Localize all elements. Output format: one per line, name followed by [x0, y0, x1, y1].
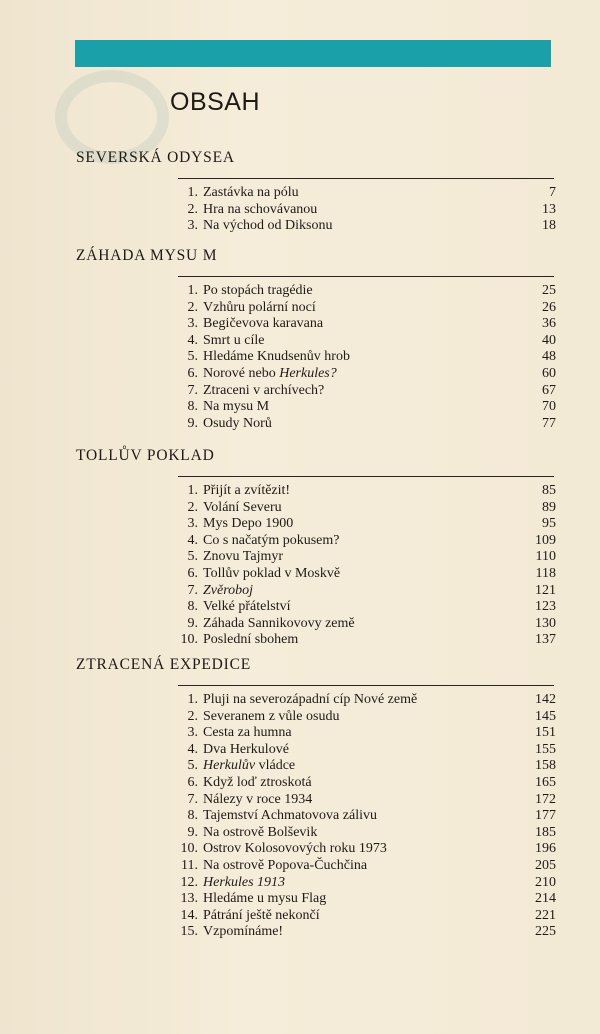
entry-number: 14. — [180, 907, 198, 923]
toc-entry — [76, 218, 556, 235]
entry-page-number: 77 — [542, 415, 556, 431]
entry-title-text: Pátrání ještě nekončí — [203, 907, 320, 923]
entry-page-number: 48 — [542, 349, 556, 365]
entry-number: 2. — [187, 299, 198, 315]
entry-title-text: Hra na schovávanou — [203, 201, 318, 217]
section-rule — [178, 276, 554, 277]
entry-title — [203, 416, 510, 433]
entry-title — [203, 349, 510, 366]
entry-number: 9. — [187, 415, 198, 431]
toc-section — [76, 655, 556, 941]
entry-title — [203, 202, 510, 219]
toc-entry — [76, 566, 556, 583]
entry-title-text: Dva Herkulové — [203, 741, 289, 757]
entry-number: 5. — [187, 349, 198, 365]
entry-title-text: Norové nebo — [203, 365, 280, 381]
entry-page-number: 210 — [535, 874, 556, 890]
entry-title-text: Záhada Sannikovovy země — [203, 615, 355, 631]
entry-page-number: 40 — [542, 332, 556, 348]
section-title: TOLLŮV POKLAD — [76, 447, 215, 464]
entry-number: 11. — [181, 857, 198, 873]
entry-title — [203, 383, 510, 400]
entry-title — [203, 908, 510, 925]
entry-page-number: 25 — [542, 283, 556, 298]
entry-title — [203, 599, 510, 616]
entry-number: 7. — [187, 791, 198, 807]
entry-title — [203, 858, 510, 875]
entry-title-text: Cesta za humna — [203, 725, 292, 741]
entry-page-number: 18 — [542, 218, 556, 234]
entry-page-number: 89 — [542, 499, 556, 515]
entry-title-text: Na ostrově Bolševik — [203, 824, 318, 840]
toc-entry — [76, 383, 556, 400]
entry-number: 7. — [187, 382, 198, 398]
toc-entry — [76, 185, 556, 202]
entry-title-text: Velké přátelství — [203, 599, 291, 615]
entry-page-number: 214 — [535, 891, 556, 907]
toc-entry — [76, 366, 556, 383]
entry-number: 5. — [187, 549, 198, 565]
entry-title — [203, 775, 510, 792]
toc-entry — [76, 808, 556, 825]
entry-title-text: Poslední sbohem — [203, 632, 299, 648]
entry-title-text: Mys Depo 1900 — [203, 516, 294, 532]
entry-title — [203, 549, 510, 566]
toc-entry — [76, 891, 556, 908]
entry-number: 8. — [187, 599, 198, 615]
entry-title — [203, 725, 510, 742]
entry-number: 2. — [187, 708, 198, 724]
entry-title — [203, 709, 510, 726]
entry-title-text: Vzpomínáme! — [203, 924, 284, 940]
entry-page-number: 142 — [535, 692, 556, 707]
entry-number: 10. — [180, 632, 198, 648]
section-rule — [178, 178, 554, 179]
entry-number: 7. — [187, 582, 198, 598]
entry-title-text: Volání Severu — [203, 499, 282, 515]
entry-number: 4. — [187, 741, 198, 757]
toc-entry — [76, 483, 556, 500]
toc-entry — [76, 924, 556, 941]
entry-page-number: 36 — [542, 316, 556, 332]
entry-title-text: Na ostrově Popova-Čuchčina — [203, 857, 368, 873]
toc-entry — [76, 516, 556, 533]
entry-title-text: Pluji na severozápadní cíp Nové země — [203, 692, 418, 707]
toc-entry — [76, 908, 556, 925]
toc-entry — [76, 202, 556, 219]
entry-title-italic: Herkules 1913 — [203, 874, 286, 890]
entry-number: 2. — [187, 201, 198, 217]
entry-page-number: 151 — [535, 725, 556, 741]
entry-number: 9. — [187, 824, 198, 840]
entry-number: 1. — [187, 185, 198, 200]
entry-title — [203, 300, 510, 317]
entry-page-number: 118 — [535, 565, 556, 581]
entry-page-number: 177 — [535, 808, 556, 824]
entry-title-italic: Herkulův — [203, 758, 256, 774]
toc-entry — [76, 742, 556, 759]
entry-title — [203, 792, 510, 809]
entry-title — [203, 333, 510, 350]
entry-number: 15. — [180, 924, 198, 940]
entry-title — [203, 516, 510, 533]
entry-page-number: 67 — [542, 382, 556, 398]
entry-page-number: 26 — [542, 299, 556, 315]
entry-number: 1. — [187, 483, 198, 498]
entry-number: 1. — [187, 283, 198, 298]
toc-entry — [76, 416, 556, 433]
entry-page-number: 196 — [535, 841, 556, 857]
entry-number: 3. — [187, 725, 198, 741]
entry-page-number: 155 — [535, 741, 556, 757]
entry-title-text: Tajemství Achmatovova zálivu — [203, 808, 377, 824]
toc-entry — [76, 632, 556, 649]
entry-page-number: 172 — [535, 791, 556, 807]
entry-title — [203, 583, 510, 600]
entry-number: 12. — [180, 874, 198, 890]
toc-entry — [76, 599, 556, 616]
entry-page-number: 205 — [535, 857, 556, 873]
entry-title-text: vládce — [255, 758, 296, 774]
section-title: SEVERSKÁ ODYSEA — [76, 149, 235, 166]
entry-title-italic: Zvěroboj — [203, 582, 254, 598]
toc-entry — [76, 758, 556, 775]
entry-number: 6. — [187, 774, 198, 790]
entry-title-text: Hledáme u mysu Flag — [203, 891, 327, 907]
toc-entry — [76, 399, 556, 416]
section-title: ZTRACENÁ EXPEDICE — [76, 656, 252, 673]
entry-number: 6. — [187, 565, 198, 581]
entry-title-text: Ostrov Kolosovových roku 1973 — [203, 841, 387, 857]
entry-title — [203, 758, 510, 775]
entry-number: 3. — [187, 218, 198, 234]
toc-entry — [76, 549, 556, 566]
entry-page-number: 109 — [535, 532, 556, 548]
entry-page-number: 70 — [542, 399, 556, 415]
entry-number: 2. — [187, 499, 198, 515]
toc-entry — [76, 533, 556, 550]
entry-number: 5. — [187, 758, 198, 774]
entry-page-number: 130 — [535, 615, 556, 631]
entry-title — [203, 500, 510, 517]
entry-title-text: Hledáme Knudsenův hrob — [203, 349, 350, 365]
entry-title — [203, 924, 510, 941]
entry-title — [203, 632, 510, 649]
entry-title — [203, 483, 510, 500]
toc-section — [76, 446, 556, 649]
entry-title — [203, 283, 510, 300]
entry-title — [203, 841, 510, 858]
entry-title — [203, 399, 510, 416]
entry-title-italic: Herkules? — [279, 365, 337, 381]
toc-entry — [76, 500, 556, 517]
entry-number: 9. — [187, 615, 198, 631]
entry-title-text: Vzhůru polární nocí — [203, 299, 316, 315]
entry-page-number: 225 — [535, 924, 556, 940]
section-title: ZÁHADA MYSU M — [76, 247, 218, 264]
entry-page-number: 85 — [542, 483, 556, 498]
entry-title — [203, 218, 510, 235]
entry-title-text: Přijít a zvítězit! — [203, 483, 291, 498]
entry-title — [203, 533, 510, 550]
entry-title — [203, 825, 510, 842]
section-rule — [178, 476, 554, 477]
entry-title-text: Zastávka na pólu — [203, 185, 299, 200]
entry-title-text: Po stopách tragédie — [203, 283, 313, 298]
page-title: OBSAH — [170, 88, 261, 116]
toc-entry — [76, 333, 556, 350]
toc-entry — [76, 792, 556, 809]
toc-entry — [76, 349, 556, 366]
entry-number: 10. — [180, 841, 198, 857]
entry-title-text: Nálezy v roce 1934 — [203, 791, 313, 807]
toc-entry — [76, 692, 556, 709]
entry-page-number: 121 — [535, 582, 556, 598]
entry-page-number: 145 — [535, 708, 556, 724]
toc-entry — [76, 858, 556, 875]
toc-section — [76, 148, 556, 235]
entry-number: 1. — [187, 692, 198, 707]
entry-number: 3. — [187, 316, 198, 332]
entry-title — [203, 808, 510, 825]
entry-title — [203, 185, 510, 202]
toc-entry — [76, 583, 556, 600]
entry-title-text: Když loď ztroskotá — [203, 774, 312, 790]
entry-title — [203, 366, 510, 383]
entry-title — [203, 566, 510, 583]
entry-title-text: Na mysu M — [203, 399, 270, 415]
entry-number: 13. — [180, 891, 198, 907]
entry-page-number: 221 — [535, 907, 556, 923]
entry-title-text: Na východ od Diksonu — [203, 218, 333, 234]
entry-number: 4. — [187, 532, 198, 548]
entry-title-text: Smrt u cíle — [203, 332, 265, 348]
toc-entry — [76, 875, 556, 892]
entry-title-text: Begičevova karavana — [203, 316, 324, 332]
toc-entry — [76, 283, 556, 300]
entry-page-number: 165 — [535, 774, 556, 790]
entry-title — [203, 692, 510, 709]
entry-title — [203, 316, 510, 333]
entry-number: 6. — [187, 365, 198, 381]
entry-page-number: 13 — [542, 201, 556, 217]
entry-number: 8. — [187, 808, 198, 824]
entry-title-text: Severanem z vůle osudu — [203, 708, 340, 724]
entry-title — [203, 742, 510, 759]
toc-entry — [76, 616, 556, 633]
toc-entry — [76, 300, 556, 317]
entry-page-number: 7 — [549, 185, 556, 200]
section-rule — [178, 685, 554, 686]
entry-title — [203, 875, 510, 892]
toc-entry — [76, 709, 556, 726]
toc-entry — [76, 316, 556, 333]
entry-title-text: Znovu Tajmyr — [203, 549, 284, 565]
toc-entry — [76, 825, 556, 842]
entry-number: 3. — [187, 516, 198, 532]
entry-number: 8. — [187, 399, 198, 415]
toc-entry — [76, 775, 556, 792]
toc-section — [76, 246, 556, 432]
toc-entry — [76, 841, 556, 858]
entry-title-text: Tollův poklad v Moskvě — [203, 565, 341, 581]
entry-title — [203, 891, 510, 908]
entry-title-text: Co s načatým pokusem? — [203, 532, 340, 548]
entry-page-number: 137 — [535, 632, 556, 648]
entry-page-number: 158 — [535, 758, 556, 774]
entry-page-number: 185 — [535, 824, 556, 840]
entry-page-number: 123 — [535, 599, 556, 615]
entry-title-text: Ztraceni v archívech? — [203, 382, 325, 398]
entry-title-text: Osudy Norů — [203, 415, 272, 431]
entry-page-number: 60 — [542, 365, 556, 381]
entry-title — [203, 616, 510, 633]
entry-page-number: 95 — [542, 516, 556, 532]
entry-number: 4. — [187, 332, 198, 348]
entry-page-number: 110 — [535, 549, 556, 565]
toc-entry — [76, 725, 556, 742]
header-color-bar — [75, 40, 551, 67]
